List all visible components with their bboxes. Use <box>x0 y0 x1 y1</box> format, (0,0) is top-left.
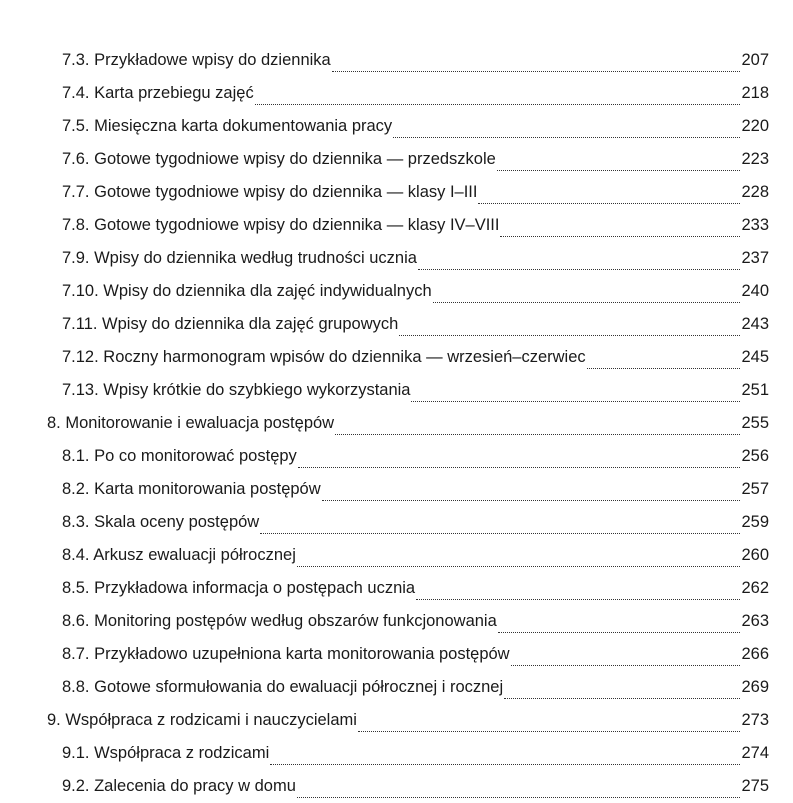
toc-dot-leader <box>297 783 741 798</box>
toc-entry-title: 7.8. Gotowe tygodniowe wpisy do dziennika — klasy IV–VIII <box>62 216 500 234</box>
toc-section-row[interactable] <box>0 275 793 308</box>
toc-entry-title: 7.4. Karta przebiegu zajęć <box>62 84 254 102</box>
toc-entry-title: 7.13. Wpisy krótkie do szybkiego wykorzystania <box>62 381 411 399</box>
toc-entry-page-number: 269 <box>741 678 769 696</box>
toc-section-row[interactable] <box>0 242 793 275</box>
toc-entry-title: 7.9. Wpisy do dziennika według trudności ucznia <box>62 249 417 267</box>
toc-section-row[interactable] <box>0 671 793 704</box>
toc-dot-leader <box>433 288 741 303</box>
toc-entry-page-number: 260 <box>741 546 769 564</box>
toc-entry-page-number: 263 <box>741 612 769 630</box>
toc-section-row[interactable] <box>0 374 793 407</box>
toc-section-row[interactable] <box>0 209 793 242</box>
toc-entry-title: 8. Monitorowanie i ewaluacja postępów <box>47 414 335 432</box>
toc-section-row[interactable] <box>0 506 793 539</box>
toc-section-row[interactable] <box>0 473 793 506</box>
toc-dot-leader <box>411 387 740 402</box>
toc-dot-leader <box>504 684 740 699</box>
toc-dot-leader <box>498 618 741 633</box>
toc-dot-leader <box>587 354 741 369</box>
toc-dot-leader <box>500 222 740 237</box>
toc-dot-leader <box>399 321 740 336</box>
toc-entry-page-number: 207 <box>741 51 769 69</box>
toc-entry-page-number: 273 <box>741 711 769 729</box>
toc-section-row[interactable] <box>0 440 793 473</box>
toc-entry-title: 8.3. Skala oceny postępów <box>62 513 260 531</box>
toc-entry-title: 8.5. Przykładowa informacja o postępach ucznia <box>62 579 416 597</box>
toc-entry-page-number: 259 <box>741 513 769 531</box>
toc-entry-title: 9.1. Współpraca z rodzicami <box>62 744 270 762</box>
toc-entry-page-number: 255 <box>741 414 769 432</box>
toc-section-row[interactable] <box>0 77 793 110</box>
toc-entry-page-number: 218 <box>741 84 769 102</box>
toc-dot-leader <box>478 189 740 204</box>
toc-chapter-row[interactable] <box>0 704 793 737</box>
toc-entry-title: 9. Współpraca z rodzicami i nauczycielami <box>47 711 357 729</box>
toc-entry-page-number: 256 <box>741 447 769 465</box>
toc-section-row[interactable] <box>0 638 793 671</box>
toc-dot-leader <box>416 585 740 600</box>
toc-entry-title: 8.4. Arkusz ewaluacji półrocznej <box>62 546 296 564</box>
toc-section-row[interactable] <box>0 341 793 374</box>
toc-dot-leader <box>260 519 740 534</box>
toc-dot-leader <box>497 156 741 171</box>
toc-entry-page-number: 245 <box>741 348 769 366</box>
toc-entry-title: 7.7. Gotowe tygodniowe wpisy do dziennika — klasy I–III <box>62 183 478 201</box>
toc-dot-leader <box>511 651 741 666</box>
table-of-contents <box>0 44 793 803</box>
toc-dot-leader <box>322 486 741 501</box>
toc-section-row[interactable] <box>0 143 793 176</box>
toc-entry-page-number: 266 <box>741 645 769 663</box>
toc-entry-title: 7.6. Gotowe tygodniowe wpisy do dziennika — przedszkole <box>62 150 496 168</box>
toc-entry-page-number: 262 <box>741 579 769 597</box>
toc-entry-page-number: 233 <box>741 216 769 234</box>
toc-entry-page-number: 223 <box>741 150 769 168</box>
toc-entry-title: 7.3. Przykładowe wpisy do dziennika <box>62 51 331 69</box>
toc-section-row[interactable] <box>0 176 793 209</box>
toc-entry-page-number: 237 <box>741 249 769 267</box>
toc-entry-title: 7.11. Wpisy do dziennika dla zajęć grupowych <box>62 315 399 333</box>
toc-entry-page-number: 274 <box>741 744 769 762</box>
toc-section-row[interactable] <box>0 308 793 341</box>
toc-section-row[interactable] <box>0 539 793 572</box>
toc-section-row[interactable] <box>0 737 793 770</box>
toc-dot-leader <box>332 57 741 72</box>
toc-entry-title: 7.10. Wpisy do dziennika dla zajęć indywidualnych <box>62 282 432 300</box>
toc-entry-title: 8.1. Po co monitorować postępy <box>62 447 297 465</box>
toc-section-row[interactable] <box>0 572 793 605</box>
toc-dot-leader <box>393 123 740 138</box>
toc-section-row[interactable] <box>0 44 793 77</box>
toc-dot-leader <box>298 453 741 468</box>
toc-dot-leader <box>297 552 741 567</box>
toc-entry-page-number: 275 <box>741 777 769 795</box>
toc-dot-leader <box>358 717 741 732</box>
toc-entry-title: 8.6. Monitoring postępów według obszarów funkcjonowania <box>62 612 497 630</box>
toc-entry-title: 7.12. Roczny harmonogram wpisów do dziennika — wrzesień–czerwiec <box>62 348 586 366</box>
toc-section-row[interactable] <box>0 110 793 143</box>
toc-dot-leader <box>270 750 740 765</box>
toc-section-row[interactable] <box>0 770 793 803</box>
toc-dot-leader <box>418 255 741 270</box>
toc-entry-title: 8.7. Przykładowo uzupełniona karta monitorowania postępów <box>62 645 510 663</box>
toc-entry-title: 8.2. Karta monitorowania postępów <box>62 480 321 498</box>
toc-entry-title: 8.8. Gotowe sformułowania do ewaluacji półrocznej i rocznej <box>62 678 504 696</box>
toc-entry-page-number: 251 <box>741 381 769 399</box>
toc-entry-page-number: 228 <box>741 183 769 201</box>
toc-entry-title: 9.2. Zalecenia do pracy w domu <box>62 777 296 795</box>
toc-dot-leader <box>335 420 740 435</box>
toc-entry-page-number: 243 <box>741 315 769 333</box>
toc-dot-leader <box>255 90 741 105</box>
toc-section-row[interactable] <box>0 605 793 638</box>
toc-entry-page-number: 240 <box>741 282 769 300</box>
toc-entry-page-number: 257 <box>741 480 769 498</box>
toc-entry-page-number: 220 <box>741 117 769 135</box>
toc-chapter-row[interactable] <box>0 407 793 440</box>
toc-entry-title: 7.5. Miesięczna karta dokumentowania pracy <box>62 117 393 135</box>
